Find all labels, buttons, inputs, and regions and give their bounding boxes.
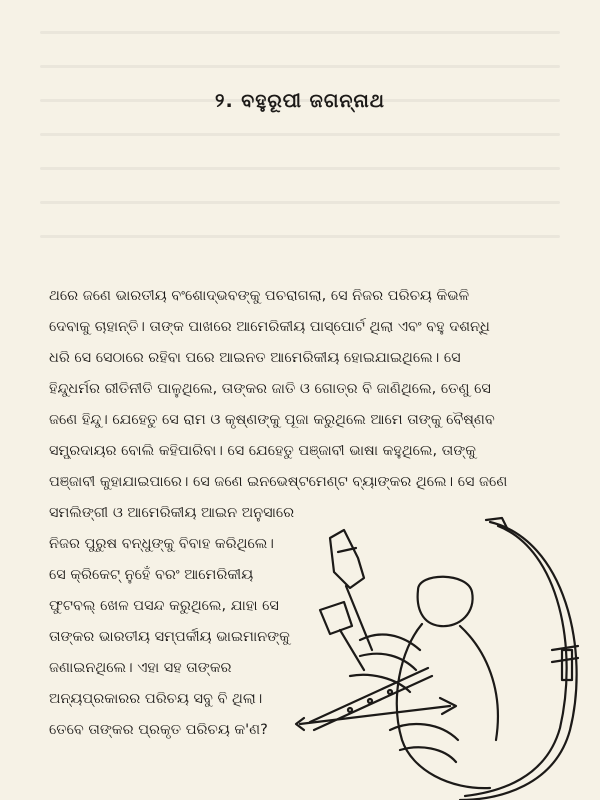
- paragraph-line: ଫୁଟବଲ୍ ଖେଳ ପସନ୍ଦ କରୁଥିଲେ, ଯାହା ସେ: [49, 598, 279, 614]
- paragraph-line: ଥରେ ଜଣେ ଭାରତୀୟ ବଂଶୋଦ୍ଭବଙ୍କୁ ପଚରାଗଲା, ସେ ନିଜର ପରିଚୟ କିଭଳି: [49, 288, 470, 304]
- paragraph-line: ଜଣାଇନଥିଲେ। ଏହା ସହ ତାଙ୍କର: [49, 660, 232, 676]
- paragraph-line: ଜଣେ ହିନ୍ଦୁ। ଯେହେତୁ ସେ ରାମ ଓ କୃଷ୍ଣଙ୍କୁ ପୂଜା କରୁଥିଲେ ଆମେ ତାଙ୍କୁ ବୈଷ୍ଣବ: [49, 412, 495, 428]
- paragraph-line: ନିଜର ପୁରୁଷ ବନ୍ଧୁଙ୍କୁ ବିବାହ କରିଥିଲେ।: [49, 536, 274, 552]
- paragraph-line: ସମଲିଙ୍ଗୀ ଓ ଆମେରିକୀୟ ଆଇନ ଅନୁସାରେ: [49, 505, 295, 521]
- paragraph-line: ଦେବାକୁ ଚାହାନ୍ତି। ତାଙ୍କ ପାଖରେ ଆମେରିକୀୟ ପାସ୍‌ପୋର୍ଟ ଥିଲା ଏବଂ ବହୁ ଦଶନ୍ଧି: [49, 319, 490, 335]
- show-through-text: [40, 0, 560, 240]
- paragraph-line: ହିନ୍ଦୁଧର୍ମର ରୀତିନୀତି ପାଳୁଥିଲେ, ତାଙ୍କର ଜାତି ଓ ଗୋତ୍ର ବି ଜାଣିଥିଲେ, ତେଣୁ ସେ: [49, 381, 491, 397]
- paragraph-line: ଧରି ସେ ସେଠାରେ ରହିବା ପରେ ଆଇନତ ଆମେରିକୀୟ ହୋଇଯାଇଥିଲେ। ସେ: [49, 350, 461, 366]
- paragraph-line: ତେବେ ତାଙ୍କର ପ୍ରକୃତ ପରିଚୟ କ'ଣ?: [49, 722, 268, 738]
- chapter-title: ୨. ବହୁରୂପୀ ଜଗନ୍ନାଥ: [214, 90, 385, 112]
- paragraph-line: ସେ କ୍ରିକେଟ୍ ନୁହେଁ ବରଂ ଆମେରିକୀୟ: [49, 567, 254, 583]
- paragraph-line: ତାଙ୍କର ଭାରତୀୟ ସମ୍ପର୍କୀୟ ଭାଇମାନଙ୍କୁ: [49, 629, 290, 645]
- paragraph-line: ପଞ୍ଜାବୀ କୁହାଯାଇପାରେ। ସେ ଜଣେ ଇନଭେଷ୍ଟମେଣ୍ଟ ବ୍ୟାଙ୍କର ଥିଲେ। ସେ ଜଣେ: [49, 474, 508, 490]
- paragraph-line: ସମ୍ପ୍ରଦାୟର ବୋଲି କହିପାରିବା। ସେ ଯେହେତୁ ପଞ୍ଜାବୀ ଭାଷା କହୁଥିଲେ, ତାଙ୍କୁ: [49, 443, 477, 459]
- paragraph-line: ଅନ୍ୟପ୍ରକାରର ପରିଚୟ ସବୁ ବି ଥିଲା।: [49, 691, 263, 707]
- multi-armed-deity-illustration: [290, 500, 595, 800]
